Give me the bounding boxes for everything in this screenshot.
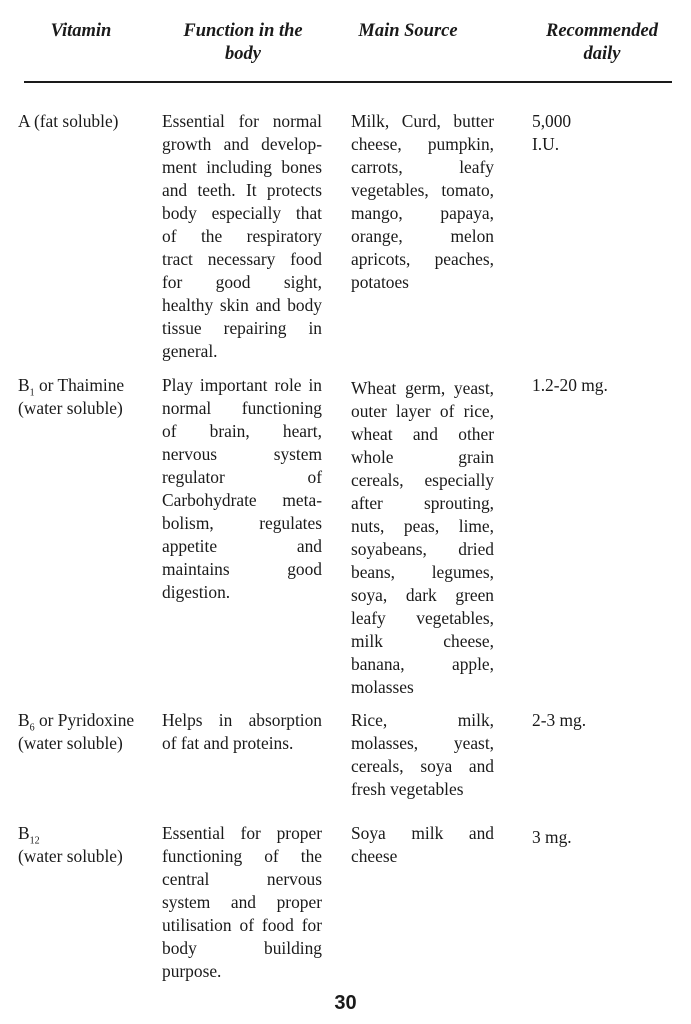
vitamin-cell: $B_{12}$ (water soluble)	[18, 823, 123, 866]
recommended-cell: 2-3 mg.	[532, 710, 587, 730]
header-function: Function in the body	[183, 21, 303, 64]
function-cell: Helps in absorption of fat and proteins.	[162, 710, 322, 753]
source-cell: Rice, milk, molasses, yeast, cereals, soya and fresh vegetables	[351, 710, 494, 799]
header-source: Main Source	[358, 21, 458, 41]
header-divider	[24, 81, 672, 83]
page-number: 30	[334, 992, 357, 1014]
vitamin-cell: $B_6$ or Pyridoxine (water soluble)	[18, 710, 135, 753]
recommended-cell: 1.2-20 mg.	[532, 375, 608, 395]
vitamin-cell: A (fat soluble)	[18, 111, 119, 131]
source-cell: Soya milk and cheese	[351, 823, 494, 866]
function-cell: Essential for normal growth and develop- ment including bones and teeth. It protects body especially that of the respiratory tract necessary food for good sight, healthy skin and body tissue repairing in general.	[162, 111, 322, 361]
source-cell: Wheat germ, yeast, outer layer of rice, wheat and other whole grain cereals, especially after sprouting, nuts, peas, lime, soyabeans, dried beans, legumes, soya, dark green leafy vegetables, milk cheese, banana, apple, molasses	[351, 378, 494, 697]
recommended-cell: 5,000 I.U.	[532, 111, 572, 154]
header-vitamin: Vitamin	[50, 21, 112, 41]
vitamin-cell: $B_1$ or Thaimine (water soluble)	[18, 375, 125, 418]
recommended-cell: 3 mg.	[532, 827, 572, 847]
header-recommended: Recommended daily	[545, 21, 658, 64]
function-cell: Essential for proper functioning of the central nervous system and proper utilisation of food for body building purpose.	[162, 823, 322, 981]
source-cell: Milk, Curd, butter cheese, pumpkin, carrots, leafy vegetables, tomato, mango, papaya, orange, melon apricots, peaches, potatoes	[351, 111, 494, 292]
function-cell: Play important role in normal functioning of brain, heart, nervous system regulator of Carbohydrate meta- bolism, regulates appetite and maintains good digestion.	[162, 375, 322, 602]
